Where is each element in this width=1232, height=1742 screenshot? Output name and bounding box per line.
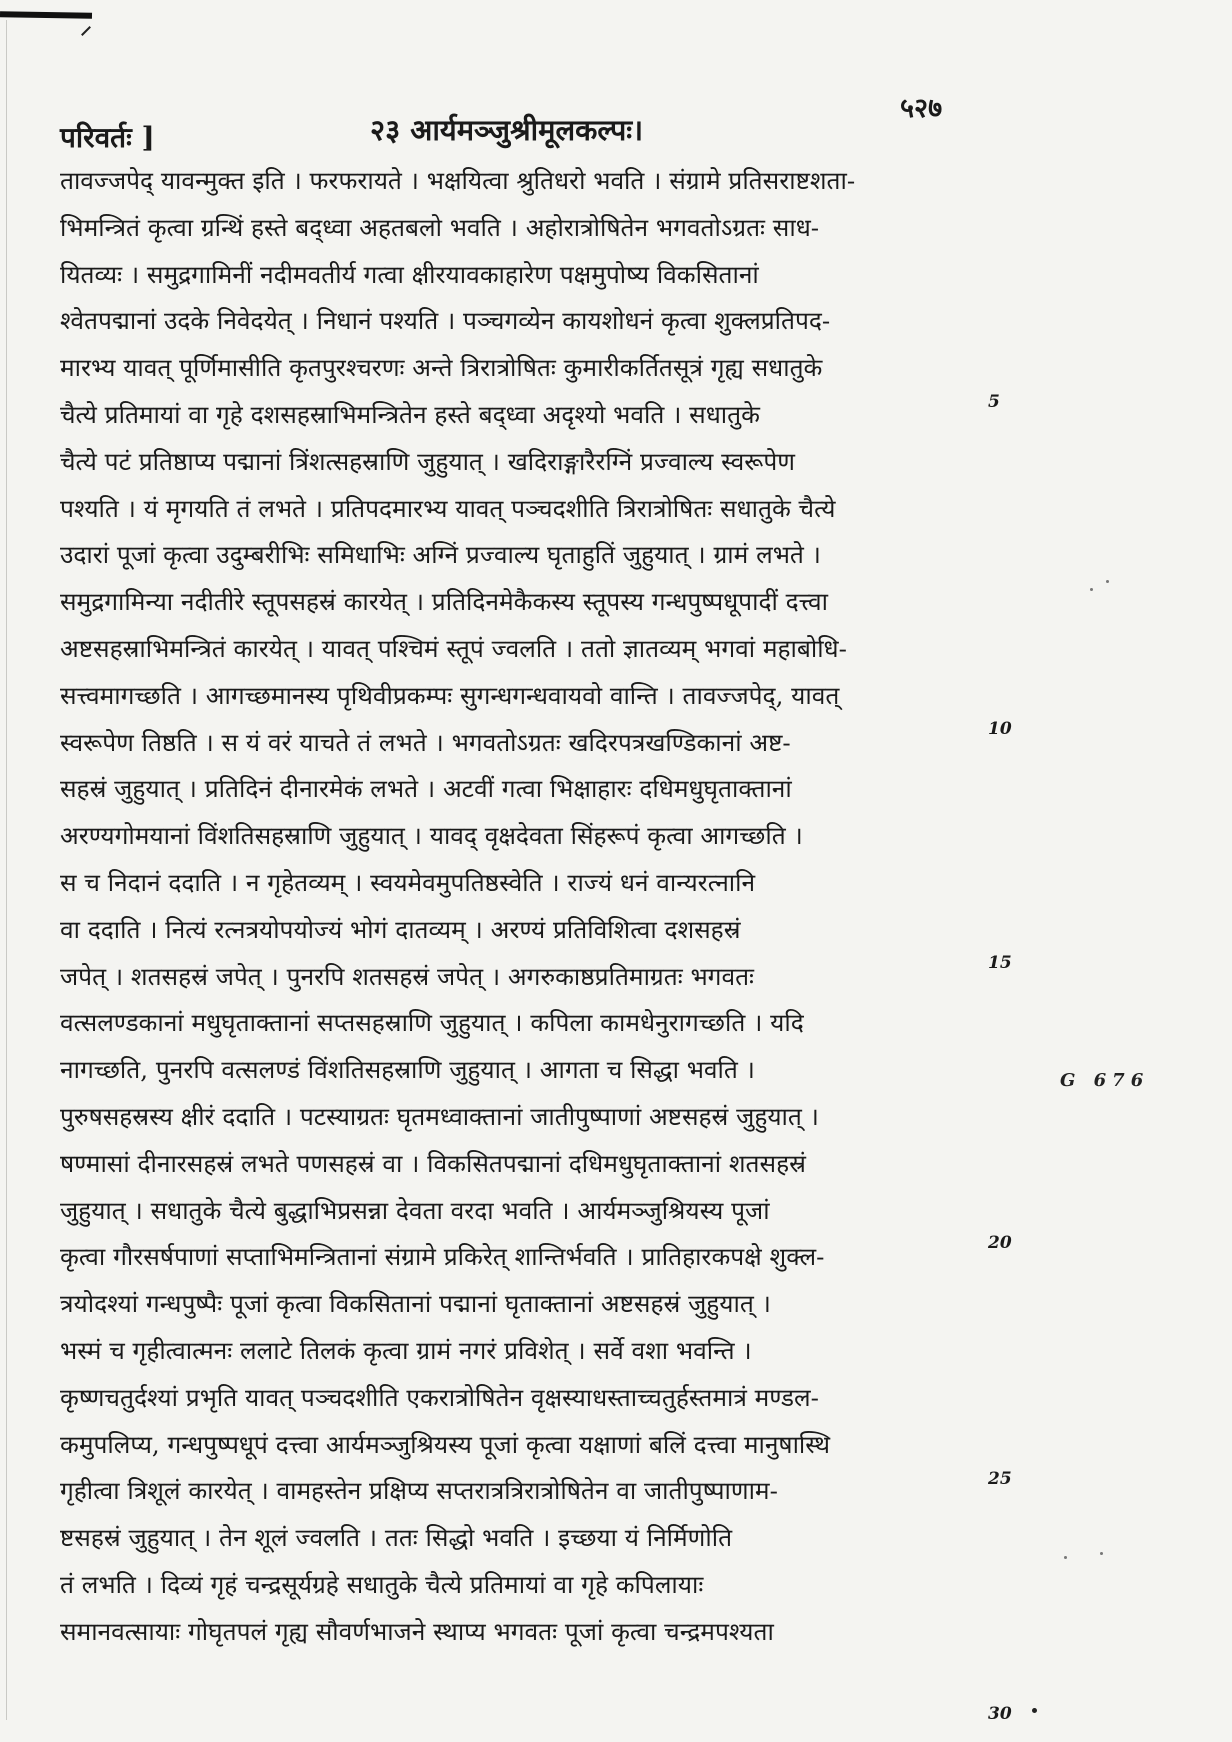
binding-edge — [6, 20, 7, 1720]
scan-edge-mark — [0, 11, 92, 19]
line-number-marker: 15 — [988, 953, 1012, 973]
scan-speck — [1032, 1708, 1037, 1713]
text-line: चैत्ये पटं प्रतिष्ठाप्य पद्मानां त्रिंशत्सहस्राणि जुहुयात् । खदिराङ्गारैरग्निं प्रज्वाल्य स्वरूपेण — [60, 446, 795, 476]
text-line: समानवत्सायाः गोघृतपलं गृह्य सौवर्णभाजने स्थाप्य भगवतः पूजां कृत्वा चन्द्रमपश्यता — [60, 1616, 774, 1646]
text-line: ष्टसहस्रं जुहुयात् । तेन शूलं ज्वलति । ततः सिद्धो भवति । इच्छया यं निर्मिणोति — [60, 1523, 733, 1553]
text-line: समुद्रगामिन्या नदीतीरे स्तूपसहस्रं कारयेत् । प्रतिदिनमेकैकस्य स्तूपस्य गन्धपुष्पधूपादीं दत्त्वा — [60, 587, 829, 617]
page-number: ५२७ — [900, 93, 943, 124]
scan-speck — [1064, 1556, 1067, 1559]
chapter-label: परिवर्तः ] — [60, 121, 155, 154]
text-line: अरण्यगोमयानां विंशतिसहस्राणि जुहुयात् । यावद् वृक्षदेवता सिंहरूपं कृत्वा आगच्छति । — [60, 821, 803, 851]
text-line: सहस्रं जुहुयात् । प्रतिदिनं दीनारमेकं लभते । अटवीं गत्वा भिक्षाहारः दधिमधुघृताक्तानां — [60, 774, 792, 804]
scan-speck — [1106, 580, 1109, 583]
text-line: सत्त्वमागच्छति । आगच्छमानस्य पृथिवीप्रकम्पः सुगन्धगन्धवायवो वान्ति । तावज्जपेद्, यावत् — [60, 680, 840, 710]
text-line: षण्मासां दीनारसहस्रं लभते पणसहस्रं वा । विकसितपद्मानां दधिमधुघृताक्तानां शतसहस्रं — [60, 1148, 806, 1178]
text-line: स च निदानं ददाति । न गृहेतव्यम् । स्वयमेवमुपतिष्ठस्वेति । राज्यं धनं वान्यरत्नानि — [60, 867, 756, 897]
text-line: पुरुषसहस्रस्य क्षीरं ददाति । पटस्याग्रतः घृतमध्वाक्तानां जातीपुष्पाणां अष्टसहस्रं जुहुयात् । — [60, 1101, 819, 1131]
scan-speck — [1100, 1552, 1103, 1555]
line-number-marker: 30 — [988, 1704, 1012, 1724]
text-line: उदारां पूजां कृत्वा उदुम्बरीभिः समिधाभिः अग्निं प्रज्वाल्य घृताहुतिं जुहुयात् । ग्रामं लभते । — [60, 540, 821, 570]
text-line: त्रयोदश्यां गन्धपुष्पैः पूजां कृत्वा विकसितानां पद्मानां घृताक्तानां अष्टसहस्रं जुहुयात् । — [60, 1289, 771, 1319]
text-line: चैत्ये प्रतिमायां वा गृहे दशसहस्राभिमन्त्रितेन हस्ते बद्ध्वा अदृश्यो भवति । सधातुके — [60, 399, 760, 429]
text-line: श्वेतपद्मानां उदके निवेदयेत् । निधानं पश्यति । पञ्चगव्येन कायशोधनं कृत्वा शुक्लप्रतिपद- — [60, 306, 831, 336]
line-number-marker: 25 — [988, 1469, 1012, 1489]
text-line: गृहीत्वा त्रिशूलं कारयेत् । वामहस्तेन प्रक्षिप्य सप्तरात्रत्रिरात्रोषितेन वा जातीपुष्पाणाम- — [60, 1476, 778, 1506]
text-line: भस्मं च गृहीत्वात्मनः ललाटे तिलकं कृत्वा ग्रामं नगरं प्रविशेत् । सर्वे वशा भवन्ति । — [60, 1335, 752, 1365]
text-line: कमुपलिप्य, गन्धपुष्पधूपं दत्त्वा आर्यमञ्जुश्रियस्य पूजां कृत्वा यक्षाणां बलिं दत्त्वा मानुषास्थि — [60, 1429, 830, 1459]
text-line: वा ददाति । नित्यं रत्नत्रयोपयोज्यं भोगं दातव्यम् । अरण्यं प्रतिविशित्वा दशसहस्रं — [60, 914, 741, 944]
text-line: तं लभति । दिव्यं गृहं चन्द्रसूर्यग्रहे सधातुके चैत्ये प्रतिमायां वा गृहे कपिलायाः — [60, 1569, 704, 1599]
running-title: २३ आर्यमञ्जुश्रीमूलकल्पः। — [370, 113, 644, 147]
scan-tick-mark — [81, 26, 91, 36]
line-number-marker: 20 — [988, 1233, 1012, 1253]
line-number-marker: 5 — [988, 392, 1000, 412]
text-line: मारभ्य यावत् पूर्णिमासीति कृतपुरश्चरणः अन्ते त्रिरात्रोषितः कुमारीकर्तितसूत्रं गृह्य सधातुके — [60, 353, 823, 383]
body-text — [60, 158, 1012, 1724]
text-line: तावज्जपेद् यावन्मुक्त इति । फरफरायते । भक्षयित्वा श्रुतिधरो भवति । संग्रामे प्रतिसराष्टशता- — [60, 166, 856, 195]
text-line: कृत्वा गौरसर्षपाणां सप्ताभिमन्त्रितानां संग्रामे प्रकिरेत् शान्तिर्भवति । प्रातिहारकपक्षे शुक्ल- — [60, 1242, 825, 1272]
text-line: जुहुयात् । सधातुके चैत्ये बुद्धाभिप्रसन्ना देवता वरदा भवति । आर्यमञ्जुश्रियस्य पूजां — [60, 1195, 770, 1225]
text-line: पश्यति । यं मृगयति तं लभते । प्रतिपदमारभ्य यावत् पञ्चदशीति त्रिरात्रोषितः सधातुके चैत्ये — [60, 493, 836, 523]
line-number-marker: 10 — [988, 719, 1012, 739]
text-line: अष्टसहस्राभिमन्त्रितं कारयेत् । यावत् पश्चिमं स्तूपं ज्वलति । ततो ज्ञातव्यम् भगवां महाबोधि- — [60, 633, 847, 663]
manuscript-folio-reference: G 676 — [1060, 1070, 1150, 1091]
text-line: भिमन्त्रितं कृत्वा ग्रन्थिं हस्ते बद्ध्वा अहतबलो भवति । अहोरात्रोषितेन भगवतोऽग्रतः साध- — [60, 212, 820, 242]
text-line: कृष्णचतुर्दश्यां प्रभृति यावत् पञ्चदशीति एकरात्रोषितेन वृक्षस्याधस्ताच्चतुर्हस्तमात्रं मण्डल- — [60, 1382, 819, 1412]
text-line: नागच्छति, पुनरपि वत्सलण्डं विंशतिसहस्राणि जुहुयात् । आगता च सिद्धा भवति । — [60, 1055, 755, 1085]
scan-speck — [1090, 588, 1093, 591]
text-line: वत्सलण्डकानां मधुघृताक्तानां सप्तसहस्राणि जुहुयात् । कपिला कामधेनुरागच्छति । यदि — [60, 1008, 804, 1038]
text-line: स्वरूपेण तिष्ठति । स यं वरं याचते तं लभते । भगवतोऽग्रतः खदिरपत्रखण्डिकानां अष्ट- — [60, 727, 791, 757]
text-line: जपेत् । शतसहस्रं जपेत् । पुनरपि शतसहस्रं जपेत् । अगरुकाष्ठप्रतिमाग्रतः भगवतः — [60, 961, 755, 991]
running-header — [60, 88, 980, 154]
text-line: यितव्यः । समुद्रगामिनीं नदीमवतीर्य गत्वा क्षीरयावकाहारेण पक्षमुपोष्य विकसितानां — [60, 259, 759, 289]
